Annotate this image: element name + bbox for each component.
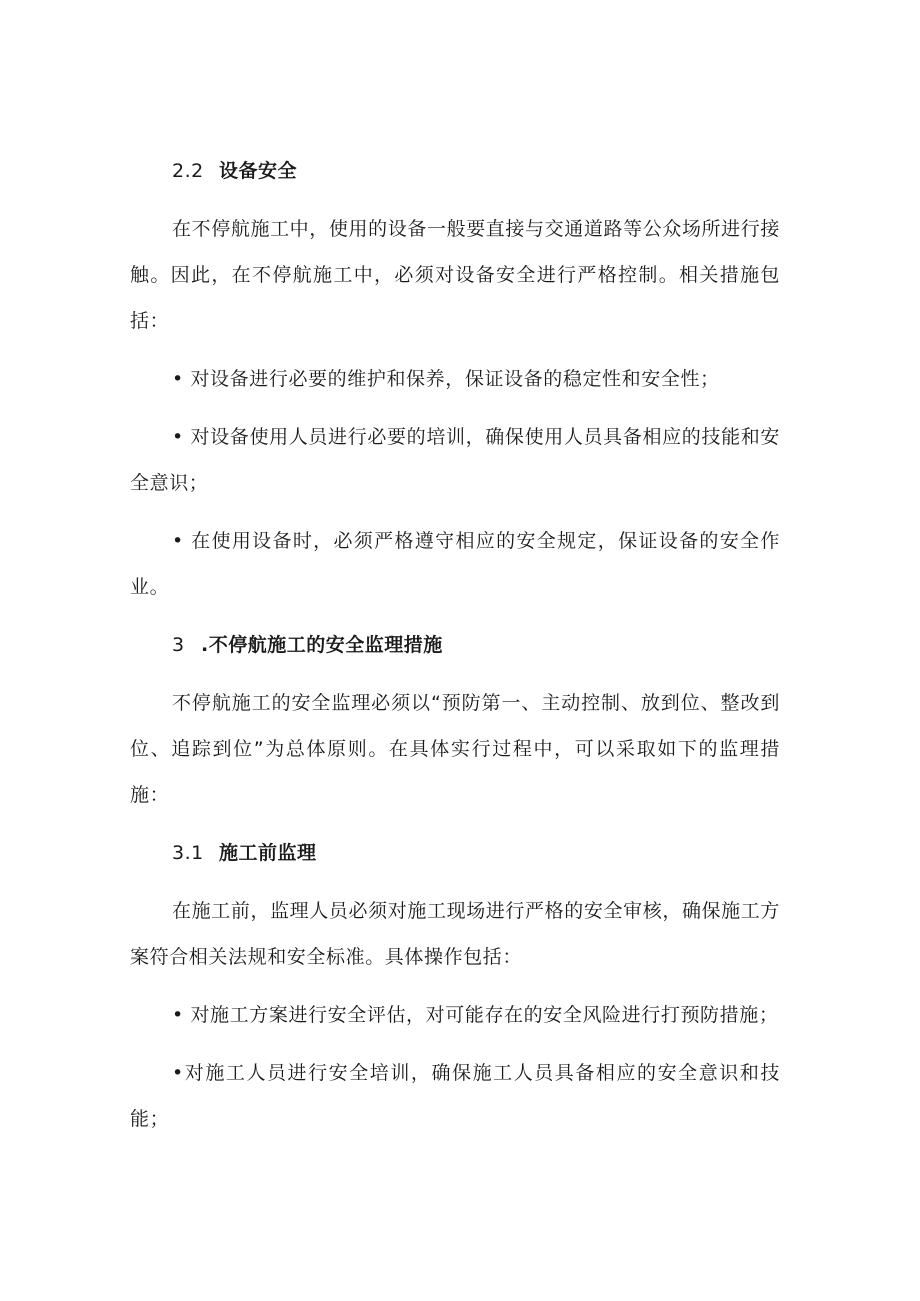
document-body bbox=[130, 148, 780, 1142]
bullet-item-risk-assessment: • 对施工方案进行安全评估，对可能存在的安全风险进行打预防措施； bbox=[172, 1004, 779, 1026]
section-title: .不停航施工的安全监理措施 bbox=[201, 634, 443, 656]
paragraph-supervision-principles: 不停航施工的安全监理必须以“预防第一、主动控制、放到位、整改到位、追踪到位”为总体原则。在具体实行过程中，可以采取如下的监理措施： bbox=[130, 692, 780, 806]
paragraph-pre-construction: 在施工前，监理人员必须对施工现场进行严格的安全审核，确保施工方案符合相关法规和安全标准。具体操作包括： bbox=[130, 900, 780, 968]
bullet-item-regulations: • 在使用设备时，必须严格遵守相应的安全规定，保证设备的安全作业。 bbox=[130, 530, 780, 598]
section-number: 2.2 bbox=[172, 160, 204, 182]
section-heading-3 bbox=[130, 622, 780, 668]
section-heading-2-2 bbox=[130, 148, 780, 194]
paragraph-device-safety-intro: 在不停航施工中，使用的设备一般要直接与交通道路等公众场所进行接触。因此，在不停航施工中，必须对设备安全进行严格控制。相关措施包括： bbox=[130, 218, 780, 332]
section-heading-3-1 bbox=[130, 830, 780, 876]
section-title: 施工前监理 bbox=[219, 842, 317, 864]
section-title: 设备安全 bbox=[219, 160, 298, 182]
section-number: 3 bbox=[172, 634, 185, 656]
bullet-item-maintenance: • 对设备进行必要的维护和保养，保证设备的稳定性和安全性； bbox=[172, 368, 720, 390]
section-number: 3.1 bbox=[172, 842, 204, 864]
bullet-item-training: • 对设备使用人员进行必要的培训，确保使用人员具备相应的技能和安全意识； bbox=[130, 426, 780, 494]
bullet-item-worker-training: •对施工人员进行安全培训，确保施工人员具备相应的安全意识和技能； bbox=[130, 1062, 780, 1130]
